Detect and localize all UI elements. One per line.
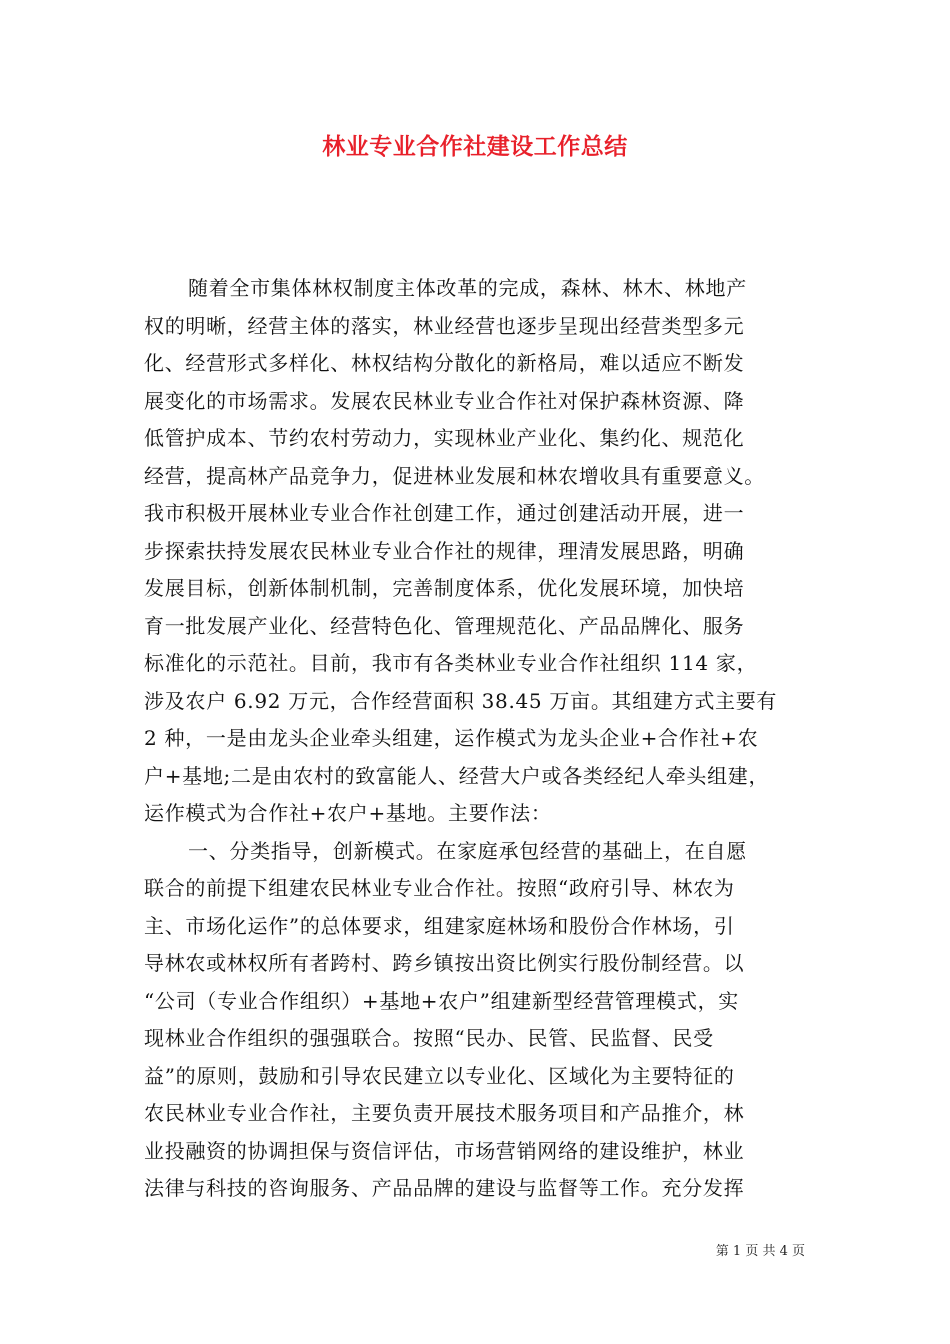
text-line: 发展目标，创新体制机制，完善制度体系，优化发展环境，加快培 [144, 576, 745, 600]
text-line: 我市积极开展林业专业合作社创建工作，通过创建活动开展，进一 [144, 501, 745, 525]
text-line: 低管护成本、节约农村劳动力，实现林业产业化、集约化、规范化 [144, 426, 745, 450]
text-line: 现林业合作组织的强强联合。按照“民办、民管、民监督、民受 [144, 1026, 714, 1050]
text-line: 农民林业专业合作社，主要负责开展技术服务项目和产品推介，林 [144, 1101, 745, 1125]
text-line: 涉及农户 6.92 万元，合作经营面积 38.45 万亩。其组建方式主要有 [144, 688, 778, 713]
text-line: 主、市场化运作”的总体要求，组建家庭林场和股份合作林场，引 [144, 913, 735, 938]
text-line: 化、经营形式多样化、林权结构分散化的新格局，难以适应不断发 [144, 351, 745, 375]
text-line: 随着全市集体林权制度主体改革的完成，森林、林木、林地产 [188, 276, 747, 300]
text-line: 导林农或林权所有者跨村、跨乡镇按出资比例实行股份制经营。以 [144, 951, 745, 975]
text-line: 2 种，一是由龙头企业牵头组建，运作模式为龙头企业+合作社+农 [144, 726, 759, 750]
text-line: “公司（专业合作组织）+基地+农户”组建新型经营管理模式，实 [144, 988, 739, 1013]
text-line: 育一批发展产业化、经营特色化、管理规范化、产品品牌化、服务 [144, 613, 745, 638]
text-line: 联合的前提下组建农民林业专业合作社。按照“政府引导、林农为 [144, 876, 735, 900]
text-line: 户+基地;二是由农村的致富能人、经营大户或各类经纪人牵头组建， [144, 763, 770, 788]
text-line: 益”的原则，鼓励和引导农民建立以专业化、区域化为主要特征的 [144, 1063, 735, 1088]
text-line: 法律与科技的咨询服务、产品品牌的建设与监督等工作。充分发挥 [144, 1176, 745, 1200]
text-line: 一、分类指导，创新模式。在家庭承包经营的基础上，在自愿 [188, 838, 747, 863]
text-line: 业投融资的协调担保与资信评估，市场营销网络的建设维护，林业 [144, 1138, 745, 1163]
text-line: 运作模式为合作社+农户+基地。主要作法： [144, 801, 552, 825]
text-line: 权的明晰，经营主体的落实，林业经营也逐步呈现出经营类型多元 [144, 313, 745, 338]
text-line: 标准化的示范社。目前，我市有各类林业专业合作社组织 114 家， [144, 651, 758, 675]
text-line: 展变化的市场需求。发展农民林业专业合作社对保护森林资源、降 [144, 388, 745, 413]
text-line: 经营，提高林产品竞争力，促进林业发展和林农增收具有重要意义。 [144, 463, 765, 488]
page-number: 第 1 页 共 4 页 [715, 1244, 805, 1259]
text-line: 步探索扶持发展农民林业专业合作社的规律，理清发展思路，明确 [144, 538, 745, 563]
document-body [144, 270, 824, 1208]
document-title: 林业专业合作社建设工作总结 [322, 133, 628, 160]
